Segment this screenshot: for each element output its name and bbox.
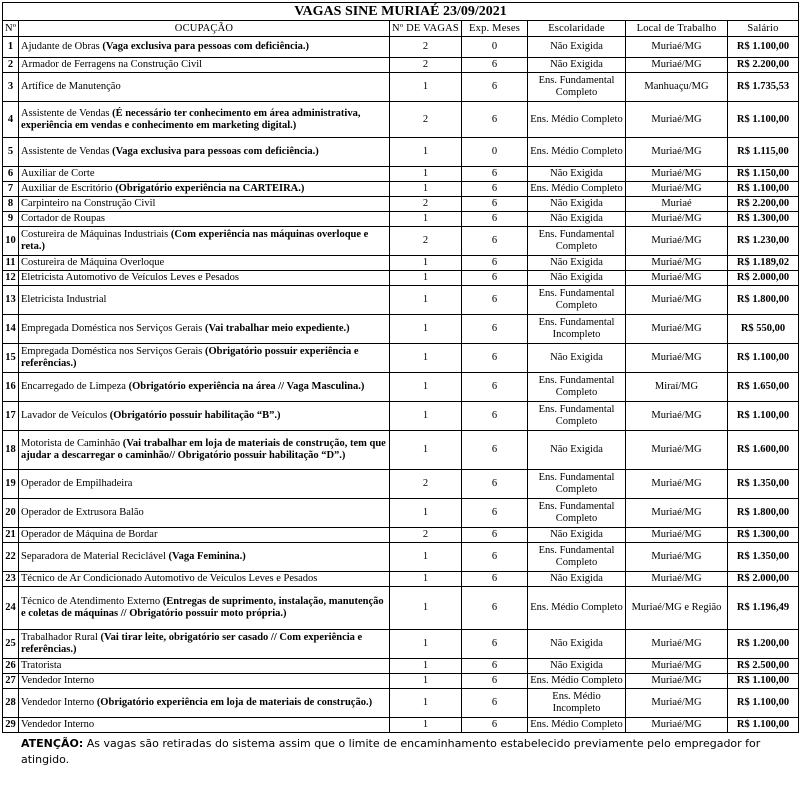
occupation-name: Separadora de Material Reciclável bbox=[21, 551, 166, 562]
education-level: Não Exigida bbox=[528, 167, 626, 182]
table-row bbox=[3, 344, 799, 373]
vacancies-count: 1 bbox=[390, 630, 462, 659]
salary-value: R$ 1.100,00 bbox=[728, 402, 799, 431]
education-level: Ens. Fundamental Completo bbox=[528, 499, 626, 528]
education-level: Não Exigida bbox=[528, 528, 626, 543]
header-location: Local de Trabalho bbox=[626, 21, 728, 37]
vacancies-count: 1 bbox=[390, 718, 462, 733]
occupation-cell bbox=[19, 470, 390, 499]
vacancies-count: 1 bbox=[390, 167, 462, 182]
education-level: Ens. Fundamental Completo bbox=[528, 543, 626, 572]
occupation-cell bbox=[19, 37, 390, 58]
experience-months: 6 bbox=[462, 212, 528, 227]
row-number: 9 bbox=[3, 212, 19, 227]
education-level: Não Exigida bbox=[528, 630, 626, 659]
salary-value: R$ 550,00 bbox=[728, 315, 799, 344]
row-number: 21 bbox=[3, 528, 19, 543]
experience-months: 6 bbox=[462, 674, 528, 689]
occupation-cell bbox=[19, 718, 390, 733]
occupation-name: Empregada Doméstica nos Serviços Gerais bbox=[21, 346, 203, 357]
row-number: 17 bbox=[3, 402, 19, 431]
occupation-cell bbox=[19, 182, 390, 197]
work-location: Muriaé/MG bbox=[626, 528, 728, 543]
experience-months: 6 bbox=[462, 587, 528, 630]
vacancies-count: 2 bbox=[390, 102, 462, 138]
salary-value: R$ 2.500,00 bbox=[728, 659, 799, 674]
experience-months: 6 bbox=[462, 499, 528, 528]
row-number: 16 bbox=[3, 373, 19, 402]
occupation-name: Trabalhador Rural bbox=[21, 632, 98, 643]
vacancies-count: 1 bbox=[390, 182, 462, 197]
occupation-name: Operador de Máquina de Bordar bbox=[21, 529, 158, 540]
occupation-name: Vendedor Interno bbox=[21, 719, 95, 730]
occupation-name: Motorista de Caminhão bbox=[21, 438, 121, 449]
table-row bbox=[3, 587, 799, 630]
experience-months: 6 bbox=[462, 659, 528, 674]
experience-months: 6 bbox=[462, 543, 528, 572]
occupation-requirements: (Com experiência nas máquinas overloque e reta.) bbox=[21, 229, 369, 252]
row-number: 28 bbox=[3, 689, 19, 718]
occupation-cell bbox=[19, 528, 390, 543]
occupation-name: Lavador de Veículos bbox=[21, 410, 108, 421]
experience-months: 6 bbox=[462, 689, 528, 718]
table-row bbox=[3, 373, 799, 402]
occupation-cell bbox=[19, 572, 390, 587]
salary-value: R$ 1.115,00 bbox=[728, 138, 799, 167]
work-location: Manhuaçu/MG bbox=[626, 73, 728, 102]
occupation-requirements: (Vai trabalhar meio expediente.) bbox=[205, 323, 350, 334]
vacancies-count: 2 bbox=[390, 528, 462, 543]
row-number: 8 bbox=[3, 197, 19, 212]
work-location: Muriaé/MG bbox=[626, 543, 728, 572]
vacancies-count: 1 bbox=[390, 431, 462, 470]
vacancies-count: 2 bbox=[390, 37, 462, 58]
education-level: Ens. Médio Incompleto bbox=[528, 689, 626, 718]
work-location: Miraí/MG bbox=[626, 373, 728, 402]
education-level: Ens. Fundamental Completo bbox=[528, 470, 626, 499]
vacancies-count: 1 bbox=[390, 212, 462, 227]
occupation-cell bbox=[19, 543, 390, 572]
occupation-cell bbox=[19, 138, 390, 167]
row-number: 25 bbox=[3, 630, 19, 659]
work-location: Muriaé/MG bbox=[626, 718, 728, 733]
work-location: Muriaé/MG bbox=[626, 182, 728, 197]
salary-value: R$ 1.230,00 bbox=[728, 227, 799, 256]
work-location: Muriaé/MG bbox=[626, 167, 728, 182]
work-location: Muriaé/MG bbox=[626, 37, 728, 58]
experience-months: 6 bbox=[462, 470, 528, 499]
row-number: 4 bbox=[3, 102, 19, 138]
vacancies-count: 1 bbox=[390, 543, 462, 572]
work-location: Muriaé/MG bbox=[626, 58, 728, 73]
row-number: 15 bbox=[3, 344, 19, 373]
occupation-cell bbox=[19, 630, 390, 659]
education-level: Não Exigida bbox=[528, 344, 626, 373]
row-number: 20 bbox=[3, 499, 19, 528]
education-level: Ens. Médio Completo bbox=[528, 674, 626, 689]
occupation-name: Artífice de Manutenção bbox=[21, 81, 121, 92]
vacancies-count: 2 bbox=[390, 58, 462, 73]
occupation-requirements: (Obrigatório experiência na CARTEIRA.) bbox=[115, 183, 305, 194]
occupation-name: Eletricista Automotivo de Veículos Leves e Pesados bbox=[21, 272, 239, 283]
occupation-requirements: (Obrigatório possuir experiência e referências.) bbox=[21, 346, 359, 369]
experience-months: 6 bbox=[462, 718, 528, 733]
occupation-cell bbox=[19, 167, 390, 182]
vacancies-count: 1 bbox=[390, 271, 462, 286]
occupation-cell bbox=[19, 659, 390, 674]
occupation-cell bbox=[19, 689, 390, 718]
table-row bbox=[3, 227, 799, 256]
occupation-name: Ajudante de Obras bbox=[21, 41, 100, 52]
salary-value: R$ 2.000,00 bbox=[728, 572, 799, 587]
education-level: Ens. Fundamental Completo bbox=[528, 73, 626, 102]
row-number: 29 bbox=[3, 718, 19, 733]
work-location: Muriaé/MG bbox=[626, 499, 728, 528]
vacancies-count: 2 bbox=[390, 197, 462, 212]
row-number: 18 bbox=[3, 431, 19, 470]
salary-value: R$ 1.200,00 bbox=[728, 630, 799, 659]
work-location: Muriaé/MG bbox=[626, 256, 728, 271]
occupation-name: Técnico de Ar Condicionado Automotivo de Veículos Leves e Pesados bbox=[21, 573, 318, 584]
occupation-name: Auxiliar de Escritório bbox=[21, 183, 113, 194]
work-location: Muriaé/MG bbox=[626, 212, 728, 227]
salary-value: R$ 1.150,00 bbox=[728, 167, 799, 182]
work-location: Muriaé/MG bbox=[626, 470, 728, 499]
education-level: Ens. Fundamental Completo bbox=[528, 286, 626, 315]
occupation-name: Operador de Extrusora Balão bbox=[21, 507, 144, 518]
row-number: 7 bbox=[3, 182, 19, 197]
work-location: Muriaé/MG bbox=[626, 102, 728, 138]
row-number: 12 bbox=[3, 271, 19, 286]
salary-value: R$ 1.189,02 bbox=[728, 256, 799, 271]
header-experience: Exp. Meses bbox=[462, 21, 528, 37]
table-row bbox=[3, 286, 799, 315]
vacancies-count: 1 bbox=[390, 138, 462, 167]
education-level: Ens. Fundamental Completo bbox=[528, 402, 626, 431]
vacancies-body bbox=[3, 37, 799, 733]
row-number: 22 bbox=[3, 543, 19, 572]
work-location: Muriaé/MG bbox=[626, 689, 728, 718]
work-location: Muriaé/MG bbox=[626, 271, 728, 286]
salary-value: R$ 1.196,49 bbox=[728, 587, 799, 630]
work-location: Muriaé/MG bbox=[626, 402, 728, 431]
occupation-cell bbox=[19, 402, 390, 431]
table-row bbox=[3, 315, 799, 344]
table-row bbox=[3, 528, 799, 543]
work-location: Muriaé/MG e Região bbox=[626, 587, 728, 630]
experience-months: 6 bbox=[462, 286, 528, 315]
table-row bbox=[3, 197, 799, 212]
row-number: 10 bbox=[3, 227, 19, 256]
occupation-cell bbox=[19, 58, 390, 73]
table-row bbox=[3, 402, 799, 431]
table-row bbox=[3, 58, 799, 73]
occupation-name: Vendedor Interno bbox=[21, 675, 95, 686]
row-number: 3 bbox=[3, 73, 19, 102]
table-row bbox=[3, 499, 799, 528]
row-number: 27 bbox=[3, 674, 19, 689]
table-row bbox=[3, 659, 799, 674]
education-level: Ens. Fundamental Completo bbox=[528, 373, 626, 402]
header-num: Nº bbox=[3, 21, 19, 37]
row-number: 24 bbox=[3, 587, 19, 630]
occupation-cell bbox=[19, 587, 390, 630]
vacancies-count: 2 bbox=[390, 470, 462, 499]
work-location: Muriaé/MG bbox=[626, 315, 728, 344]
occupation-name: Assistente de Vendas bbox=[21, 107, 110, 119]
table-row bbox=[3, 73, 799, 102]
work-location: Muriaé/MG bbox=[626, 674, 728, 689]
vacancies-count: 1 bbox=[390, 499, 462, 528]
experience-months: 6 bbox=[462, 630, 528, 659]
experience-months: 6 bbox=[462, 73, 528, 102]
experience-months: 6 bbox=[462, 256, 528, 271]
table-row bbox=[3, 37, 799, 58]
experience-months: 6 bbox=[462, 227, 528, 256]
work-location: Muriaé/MG bbox=[626, 659, 728, 674]
table-row bbox=[3, 138, 799, 167]
vacancies-count: 1 bbox=[390, 256, 462, 271]
occupation-name: Técnico de Atendimento Externo bbox=[21, 596, 161, 607]
experience-months: 6 bbox=[462, 182, 528, 197]
experience-months: 6 bbox=[462, 344, 528, 373]
table-row bbox=[3, 167, 799, 182]
education-level: Ens. Médio Completo bbox=[528, 587, 626, 630]
education-level: Ens. Fundamental Incompleto bbox=[528, 315, 626, 344]
occupation-cell bbox=[19, 344, 390, 373]
experience-months: 6 bbox=[462, 197, 528, 212]
table-row bbox=[3, 674, 799, 689]
occupation-cell bbox=[19, 197, 390, 212]
salary-value: R$ 1.735,53 bbox=[728, 73, 799, 102]
experience-months: 6 bbox=[462, 315, 528, 344]
occupation-cell bbox=[19, 373, 390, 402]
work-location: Muriaé/MG bbox=[626, 286, 728, 315]
experience-months: 6 bbox=[462, 58, 528, 73]
table-row bbox=[3, 182, 799, 197]
occupation-requirements: (Obrigatório experiência na área // Vaga Masculina.) bbox=[128, 381, 365, 392]
education-level: Não Exigida bbox=[528, 212, 626, 227]
table-row bbox=[3, 630, 799, 659]
row-number: 11 bbox=[3, 256, 19, 271]
occupation-name: Vendedor Interno bbox=[21, 697, 95, 708]
row-number: 2 bbox=[3, 58, 19, 73]
table-row bbox=[3, 543, 799, 572]
salary-value: R$ 1.350,00 bbox=[728, 470, 799, 499]
footer-text: As vagas são retiradas do sistema assim que o limite de encaminhamento estabelecido previamente pelo empregador for atingido. bbox=[21, 737, 761, 766]
salary-value: R$ 1.650,00 bbox=[728, 373, 799, 402]
vacancies-count: 1 bbox=[390, 572, 462, 587]
education-level: Ens. Médio Completo bbox=[528, 718, 626, 733]
education-level: Não Exigida bbox=[528, 58, 626, 73]
occupation-name: Auxiliar de Corte bbox=[21, 168, 95, 179]
occupation-cell bbox=[19, 674, 390, 689]
vacancies-count: 1 bbox=[390, 402, 462, 431]
vacancies-table bbox=[2, 2, 799, 733]
footer-notice bbox=[2, 733, 798, 766]
occupation-requirements: (Obrigatório possuir habilitação “B”.) bbox=[109, 410, 281, 421]
salary-value: R$ 1.100,00 bbox=[728, 102, 799, 138]
occupation-requirements: (Vai tirar leite, obrigatório ser casado // Com experiência e referências.) bbox=[21, 632, 363, 655]
occupation-name: Costureira de Máquina Overloque bbox=[21, 257, 165, 268]
occupation-requirements: (É necessário ter conhecimento em área administrativa, experiência em vendas e conhecimento em marketing digital.) bbox=[21, 107, 361, 131]
occupation-cell bbox=[19, 499, 390, 528]
header-vacancies: Nº DE VAGAS bbox=[390, 21, 462, 37]
vacancies-count: 1 bbox=[390, 73, 462, 102]
occupation-requirements: (Obrigatório experiência em loja de materiais de construção.) bbox=[96, 697, 373, 708]
header-education: Escolaridade bbox=[528, 21, 626, 37]
row-number: 5 bbox=[3, 138, 19, 167]
work-location: Muriaé/MG bbox=[626, 630, 728, 659]
salary-value: R$ 1.100,00 bbox=[728, 689, 799, 718]
header-salary: Salário bbox=[728, 21, 799, 37]
occupation-cell bbox=[19, 73, 390, 102]
row-number: 13 bbox=[3, 286, 19, 315]
salary-value: R$ 1.100,00 bbox=[728, 344, 799, 373]
row-number: 26 bbox=[3, 659, 19, 674]
salary-value: R$ 1.300,00 bbox=[728, 212, 799, 227]
education-level: Não Exigida bbox=[528, 659, 626, 674]
salary-value: R$ 1.300,00 bbox=[728, 528, 799, 543]
occupation-cell bbox=[19, 431, 390, 470]
occupation-requirements: (Vaga Feminina.) bbox=[168, 551, 246, 562]
experience-months: 6 bbox=[462, 572, 528, 587]
salary-value: R$ 1.800,00 bbox=[728, 286, 799, 315]
job-vacancies-sheet bbox=[2, 2, 798, 766]
occupation-name: Operador de Empilhadeira bbox=[21, 478, 133, 489]
occupation-cell bbox=[19, 212, 390, 227]
education-level: Não Exigida bbox=[528, 271, 626, 286]
salary-value: R$ 2.000,00 bbox=[728, 271, 799, 286]
education-level: Não Exigida bbox=[528, 256, 626, 271]
experience-months: 6 bbox=[462, 167, 528, 182]
vacancies-count: 1 bbox=[390, 659, 462, 674]
occupation-cell bbox=[19, 271, 390, 286]
table-row bbox=[3, 431, 799, 470]
experience-months: 6 bbox=[462, 431, 528, 470]
occupation-cell bbox=[19, 102, 390, 138]
row-number: 19 bbox=[3, 470, 19, 499]
occupation-name: Tratorista bbox=[21, 660, 62, 671]
page-title: VAGAS SINE MURIAÉ 23/09/2021 bbox=[3, 3, 799, 21]
occupation-requirements: (Entregas de suprimento, instalação, manutenção e coletas de máquinas // Obrigatório possuir moto própria.) bbox=[21, 596, 384, 619]
salary-value: R$ 1.100,00 bbox=[728, 182, 799, 197]
table-row bbox=[3, 470, 799, 499]
work-location: Muriaé/MG bbox=[626, 227, 728, 256]
header-occupation: OCUPAÇÃO bbox=[19, 21, 390, 37]
salary-value: R$ 1.800,00 bbox=[728, 499, 799, 528]
table-row bbox=[3, 689, 799, 718]
occupation-requirements: (Vaga exclusiva para pessoas com deficiência.) bbox=[102, 41, 310, 52]
table-row bbox=[3, 102, 799, 138]
table-row bbox=[3, 718, 799, 733]
vacancies-count: 1 bbox=[390, 315, 462, 344]
education-level: Não Exigida bbox=[528, 572, 626, 587]
work-location: Muriaé bbox=[626, 197, 728, 212]
footer-label: ATENÇÃO: bbox=[21, 737, 84, 750]
work-location: Muriaé/MG bbox=[626, 138, 728, 167]
occupation-name: Armador de Ferragens na Construção Civil bbox=[21, 59, 203, 70]
row-number: 1 bbox=[3, 37, 19, 58]
education-level: Ens. Fundamental Completo bbox=[528, 227, 626, 256]
occupation-cell bbox=[19, 286, 390, 315]
vacancies-count: 1 bbox=[390, 373, 462, 402]
salary-value: R$ 2.200,00 bbox=[728, 58, 799, 73]
occupation-name: Eletricista Industrial bbox=[21, 294, 107, 305]
occupation-requirements: (Vaga exclusiva para pessoas com deficiência.) bbox=[112, 146, 319, 157]
experience-months: 0 bbox=[462, 37, 528, 58]
education-level: Ens. Médio Completo bbox=[528, 102, 626, 138]
salary-value: R$ 1.100,00 bbox=[728, 718, 799, 733]
education-level: Ens. Médio Completo bbox=[528, 182, 626, 197]
vacancies-count: 1 bbox=[390, 344, 462, 373]
education-level: Não Exigida bbox=[528, 37, 626, 58]
table-row bbox=[3, 271, 799, 286]
salary-value: R$ 1.100,00 bbox=[728, 674, 799, 689]
row-number: 14 bbox=[3, 315, 19, 344]
experience-months: 6 bbox=[462, 528, 528, 543]
experience-months: 6 bbox=[462, 402, 528, 431]
occupation-cell bbox=[19, 227, 390, 256]
occupation-requirements: (Vai trabalhar em loja de materiais de construção, tem que ajudar a descarregar o caminhão// Obrigatório possuir habilitação “D”.) bbox=[21, 438, 386, 461]
education-level: Ens. Médio Completo bbox=[528, 138, 626, 167]
occupation-name: Encarregado de Limpeza bbox=[21, 381, 126, 392]
table-row bbox=[3, 256, 799, 271]
row-number: 23 bbox=[3, 572, 19, 587]
salary-value: R$ 1.100,00 bbox=[728, 37, 799, 58]
table-row bbox=[3, 212, 799, 227]
experience-months: 6 bbox=[462, 271, 528, 286]
row-number: 6 bbox=[3, 167, 19, 182]
salary-value: R$ 1.350,00 bbox=[728, 543, 799, 572]
experience-months: 6 bbox=[462, 373, 528, 402]
work-location: Muriaé/MG bbox=[626, 431, 728, 470]
occupation-cell bbox=[19, 256, 390, 271]
occupation-name: Assistente de Vendas bbox=[21, 146, 110, 157]
occupation-name: Carpinteiro na Construção Civil bbox=[21, 198, 156, 209]
vacancies-count: 1 bbox=[390, 689, 462, 718]
work-location: Muriaé/MG bbox=[626, 344, 728, 373]
occupation-name: Empregada Doméstica nos Serviços Gerais bbox=[21, 323, 203, 334]
vacancies-count: 1 bbox=[390, 587, 462, 630]
vacancies-count: 1 bbox=[390, 286, 462, 315]
occupation-cell bbox=[19, 315, 390, 344]
vacancies-count: 2 bbox=[390, 227, 462, 256]
experience-months: 0 bbox=[462, 138, 528, 167]
education-level: Não Exigida bbox=[528, 431, 626, 470]
table-row bbox=[3, 572, 799, 587]
experience-months: 6 bbox=[462, 102, 528, 138]
vacancies-count: 1 bbox=[390, 674, 462, 689]
occupation-name: Costureira de Máquinas Industriais bbox=[21, 229, 169, 240]
occupation-name: Cortador de Roupas bbox=[21, 213, 105, 224]
salary-value: R$ 1.600,00 bbox=[728, 431, 799, 470]
work-location: Muriaé/MG bbox=[626, 572, 728, 587]
salary-value: R$ 2.200,00 bbox=[728, 197, 799, 212]
education-level: Não Exigida bbox=[528, 197, 626, 212]
